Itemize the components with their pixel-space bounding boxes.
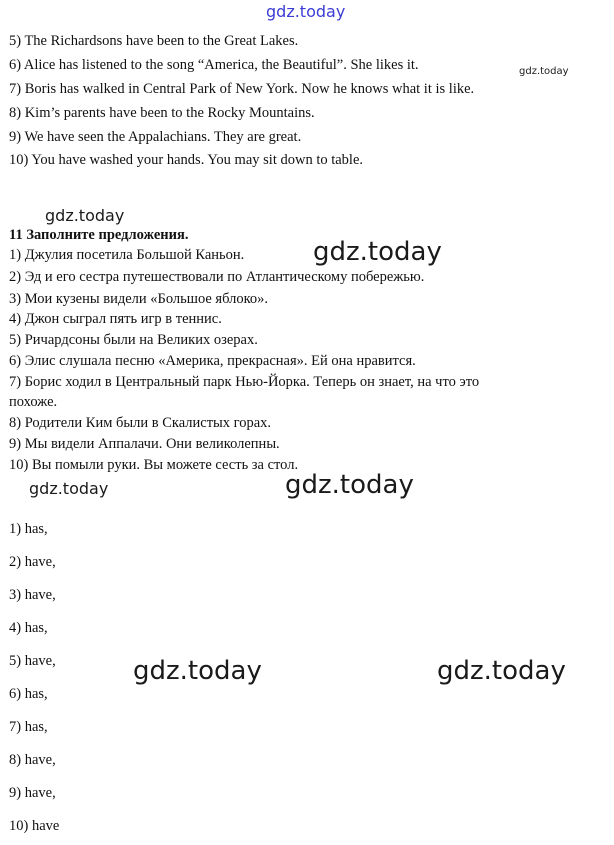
- russian-sentence-7: 7) Борис ходил в Центральный парк Нью-Йорка. Теперь он знает, на что это: [9, 374, 480, 390]
- watermark-left: gdz.today: [29, 479, 109, 498]
- watermark-answers-right: gdz.today: [437, 656, 566, 686]
- russian-sentence-2: 2) Эд и его сестра путешествовали по Атлантическому побережью.: [9, 269, 425, 285]
- russian-sentence-1: 1) Джулия посетила Большой Каньон.: [9, 247, 245, 263]
- watermark-top: gdz.today: [266, 2, 346, 21]
- russian-sentence-7-continued: похоже.: [9, 394, 58, 410]
- english-sentence-5: 5) The Richardsons have been to the Great Lakes.: [9, 33, 299, 49]
- english-sentence-7: 7) Boris has walked in Central Park of New York. Now he knows what it is like.: [9, 81, 475, 97]
- english-sentence-9: 9) We have seen the Appalachians. They are great.: [9, 129, 302, 145]
- russian-sentence-9: 9) Мы видели Аппалачи. Они великолепны.: [9, 436, 280, 452]
- answer-7: 7) has,: [9, 719, 48, 735]
- answer-1: 1) has,: [9, 521, 48, 537]
- task-heading: 11 Заполните предложения.: [9, 227, 189, 243]
- answer-10: 10) have: [9, 818, 60, 834]
- english-sentence-6: 6) Alice has listened to the song “America, the Beautiful”. She likes it.: [9, 57, 419, 73]
- watermark-mid: gdz.today: [285, 470, 414, 500]
- russian-sentence-5: 5) Ричардсоны были на Великих озерах.: [9, 332, 258, 348]
- answer-4: 4) has,: [9, 620, 48, 636]
- answer-2: 2) have,: [9, 554, 56, 570]
- watermark-heading: gdz.today: [45, 206, 125, 225]
- answer-8: 8) have,: [9, 752, 56, 768]
- english-sentence-10: 10) You have washed your hands. You may sit down to table.: [9, 152, 364, 168]
- russian-sentence-6: 6) Элис слушала песню «Америка, прекрасная». Ей она нравится.: [9, 353, 416, 369]
- watermark-answers-left: gdz.today: [133, 656, 262, 686]
- watermark-center: gdz.today: [313, 237, 442, 267]
- russian-sentence-10: 10) Вы помыли руки. Вы можете сесть за стол.: [9, 457, 299, 473]
- watermark-small: gdz.today: [519, 66, 569, 77]
- answer-3: 3) have,: [9, 587, 56, 603]
- answer-6: 6) has,: [9, 686, 48, 702]
- english-sentence-8: 8) Kim’s parents have been to the Rocky Mountains.: [9, 105, 315, 121]
- russian-sentence-8: 8) Родители Ким были в Скалистых горах.: [9, 415, 272, 431]
- answer-9: 9) have,: [9, 785, 56, 801]
- russian-sentence-4: 4) Джон сыграл пять игр в теннис.: [9, 311, 222, 327]
- answer-5: 5) have,: [9, 653, 56, 669]
- russian-sentence-3: 3) Мои кузены видели «Большое яблоко».: [9, 291, 269, 307]
